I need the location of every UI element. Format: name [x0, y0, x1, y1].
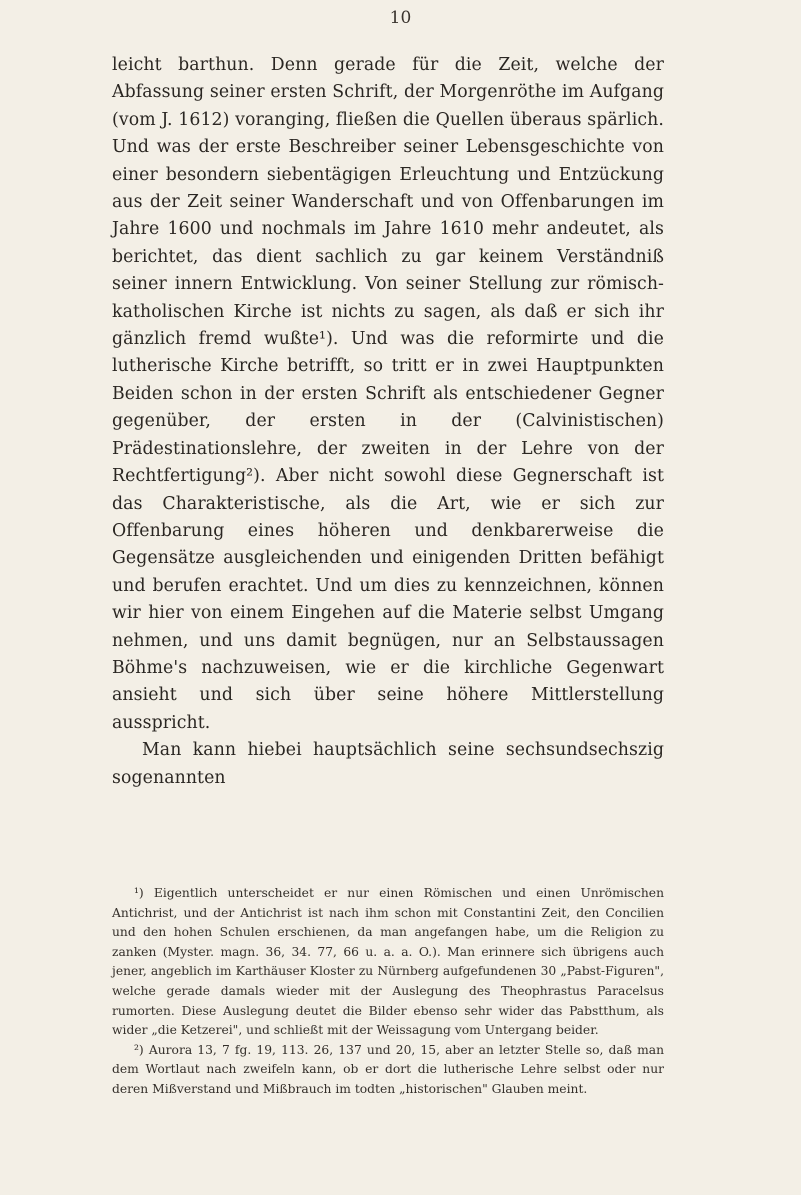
footnote: ²) Aurora 13, 7 fg. 19, 113. 26, 137 und 20, 15, aber an letzter Stelle so, daß man dem Wortlaut nach zweifeln kann, ob er dort die lutherische Lehre selbst oder nur deren Mißverstand und Mißbrauch im todten „historischen" Glauben meint.	[112, 1042, 664, 1096]
page-number: 10	[389, 8, 412, 28]
paragraph: leicht barthun. Denn gerade für die Zeit, welche der Abfassung seiner ersten Schrift, der Morgenröthe im Aufgang (vom J. 1612) voranging, fließen die Quellen überaus spärlich. Und was der erste Beschreiber seiner Lebensgeschichte von einer besondern siebentägigen Erleuchtung und Entzückung aus der Zeit seiner Wanderschaft und von Offenbarungen im Jahre 1600 und nochmals im Jahre 1610 mehr andeutet, als berichtet, das dient sachlich zu gar keinem Verständniß seiner innern Entwicklung. Von seiner Stellung zur römisch-katholischen Kirche ist nichts zu sagen, als daß er sich ihr gänzlich fremd wußte¹). Und was die reformirte und die lutherische Kirche betrifft, so tritt er in zwei Hauptpunkten Beiden schon in der ersten Schrift als entschiedener Gegner gegenüber, der ersten in der (Calvinistischen) Prädestinationslehre, der zweiten in der Lehre von der Rechtfertigung²). Aber nicht sowohl diese Gegnerschaft ist das Charakteristische, als die Art, wie er sich zur Offenbarung eines höheren und denkbarerweise die Gegensätze ausgleichenden und einigenden Dritten befähigt und berufen erachtet. Und um dies zu kennzeichnen, können wir hier von einem Eingehen auf die Materie selbst Umgang nehmen, und uns damit begnügen, nur an Selbstaussagen Böhme's nachzuweisen, wie er die kirchliche Gegenwart ansieht und sich über seine höhere Mittlerstellung ausspricht.	[112, 55, 664, 733]
paragraph: Man kann hiebei hauptsächlich seine sechsundsechszig sogenannten	[112, 740, 664, 788]
footnotes	[112, 884, 664, 1100]
main-text	[112, 52, 664, 792]
footnote: ¹) Eigentlich unterscheidet er nur einen Römischen und einen Unrömischen Antichrist, und der Antichrist ist nach ihm schon mit Constantini Zeit, den Concilien und den hohen Schulen erschienen, da man angefangen habe, um die Religion zu zanken (Myster. magn. 36, 34. 77, 66 u. a. a. O.). Man erinnere sich übrigens auch jener, angeblich im Karthäuser Kloster zu Nürnberg aufgefundenen 30 „Pabst-Figuren", welche gerade damals wieder mit der Auslegung des Theophrastus Paracelsus rumorten. Diese Auslegung deutet die Bilder ebenso sehr wider das Pabstthum, als wider „die Ketzerei", und schließt mit der Weissagung vom Untergang beider.	[112, 886, 664, 1038]
